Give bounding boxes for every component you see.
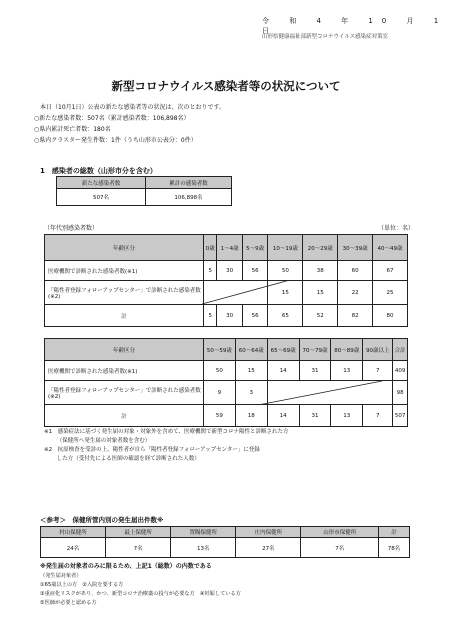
- table-cell: 15: [235, 361, 267, 381]
- table-cell: 18: [235, 405, 267, 427]
- age-col: 80～89歳: [331, 339, 363, 361]
- table-cell: 5: [204, 305, 217, 327]
- age-table-caption: （年代別感染者数）: [44, 225, 99, 232]
- total-cases-value: 106,898名: [146, 189, 232, 206]
- table-cell: 14: [267, 361, 299, 381]
- age-col: 1～4歳: [217, 235, 243, 261]
- table-cell: 60: [338, 261, 373, 281]
- table-cell: 15: [303, 281, 338, 305]
- hc-value: 7名: [106, 538, 171, 558]
- table-cell: 30: [217, 305, 243, 327]
- department-name: 山形県健康福祉部新型コロナウイルス感染症対策室: [262, 34, 389, 40]
- report-date: 令 和 4 年 10 月 1 日: [262, 17, 448, 35]
- summary-list: [34, 113, 197, 146]
- age-col: 0歳: [204, 235, 217, 261]
- table-cell: 507: [393, 405, 408, 427]
- table-cell: 50: [204, 361, 236, 381]
- table-cell: 67: [373, 261, 408, 281]
- footer-criteria: [40, 572, 241, 608]
- table-cell: 15: [268, 281, 303, 305]
- age-group-header: 年齢区分: [45, 339, 204, 361]
- note-line: した方（受付先による医師の確認を経て診断された人数）: [44, 456, 200, 462]
- table-cell: 5: [204, 261, 217, 281]
- table-cell: 82: [338, 305, 373, 327]
- hc-header: 庄内保健所: [236, 527, 301, 538]
- age-col: 20～29歳: [303, 235, 338, 261]
- age-col: 65～69歳: [267, 339, 299, 361]
- table-cell: 80: [373, 305, 408, 327]
- table-cell: 409: [393, 361, 408, 381]
- table-cell: 3: [235, 381, 267, 405]
- unit-label: （単位：名）: [378, 225, 415, 232]
- age-col: 30～39歳: [338, 235, 373, 261]
- section1-heading: 1 感染者の総数（山形市分を含む）: [40, 167, 157, 175]
- table-cell: 50: [268, 261, 303, 281]
- summary-new-cases: ○新たな感染者数：507名（累計感染者数：106,898名）: [34, 115, 190, 122]
- table-cell: 59: [204, 405, 236, 427]
- table-cell: 38: [303, 261, 338, 281]
- note-line: （保健所へ発生届の対象者数を含む）: [44, 438, 151, 444]
- age-col: 60～64歳: [235, 339, 267, 361]
- age-col: 90歳以上: [363, 339, 393, 361]
- age-col: 5～9歳: [242, 235, 268, 261]
- table-cell: 13: [331, 405, 363, 427]
- footer-note: ※発生届の対象者のみに限るため、上記1（総数）の内数である: [40, 563, 212, 570]
- hc-value: 27名: [236, 538, 301, 558]
- not-applicable-diagonal: [202, 280, 290, 304]
- hc-value: 24名: [41, 538, 106, 558]
- total-cases-header: 累計の感染者数: [146, 177, 232, 189]
- section2-heading: ＜参考＞ 保健所管内別の発生届出件数※: [40, 516, 164, 524]
- row-label-followup: 「陽性者登録フォローアップセンター」で診断された感染者数(※2): [45, 381, 204, 405]
- criteria-line: ①65歳以上の方 ②入院を要する方: [40, 582, 124, 588]
- hc-header: 計: [379, 527, 410, 538]
- table-cell: 65: [268, 305, 303, 327]
- row-label-total: 計: [45, 305, 204, 327]
- table-cell: 7: [363, 405, 393, 427]
- table-cell: 98: [393, 381, 408, 405]
- criteria-line: ⑤医師が必要と認める方: [40, 600, 97, 606]
- table-cell: 31: [299, 361, 331, 381]
- sum-header: 合計: [393, 339, 408, 361]
- note-line: ※1 感染症法に基づく発生届の対象・対象外を含めて、医療機関で新型コロナ陽性と診断された方: [44, 429, 289, 435]
- row-label-followup: 「陽性者登録フォローアップセンター」で診断された感染者数(※2): [45, 281, 204, 305]
- hc-value: 78名: [379, 538, 410, 558]
- not-applicable-diagonal: [258, 381, 382, 405]
- hc-header: 最上保健所: [106, 527, 171, 538]
- criteria-line: ③重症化リスクがあり、かつ、新型コロナ治療薬の投与が必要な方 ④妊娠している方: [40, 591, 241, 597]
- new-cases-value: 507名: [57, 189, 146, 206]
- notes: [44, 428, 434, 464]
- table-cell: 56: [242, 305, 268, 327]
- new-cases-header: 新たな感染者数: [57, 177, 146, 189]
- row-label-medical: 医療機関で診断された感染者数(※1): [45, 361, 204, 381]
- total-cases-table: [56, 176, 232, 206]
- table-cell: 9: [204, 381, 236, 405]
- table-cell: 25: [373, 281, 408, 305]
- table-cell: 7: [363, 361, 393, 381]
- table-cell: 22: [338, 281, 373, 305]
- criteria-line: （発生届対象者）: [40, 573, 82, 579]
- table-cell: 56: [242, 261, 268, 281]
- hc-value: 7名: [301, 538, 379, 558]
- age-col: 70～79歳: [299, 339, 331, 361]
- table-cell: 13: [331, 361, 363, 381]
- table-cell: 14: [267, 405, 299, 427]
- age-col: 10～19歳: [268, 235, 303, 261]
- hc-header: 村山保健所: [41, 527, 106, 538]
- table-cell: 52: [303, 305, 338, 327]
- note-line: ※2 抗原検査を受診の上、陽性者が自ら「陽性者登録フォローアップセンター」に登録: [44, 447, 260, 453]
- hc-value: 13名: [171, 538, 236, 558]
- summary-deaths: ○県内累計死亡者数：180名: [34, 126, 111, 133]
- page-title: 新型コロナウイルス感染者等の状況について: [111, 79, 341, 93]
- row-label-total: 計: [45, 405, 204, 427]
- age-col: 50～59歳: [204, 339, 236, 361]
- table-cell: 30: [217, 261, 243, 281]
- row-label-medical: 医療機関で診断された感染者数(※1): [45, 261, 204, 281]
- age-col: 40～49歳: [373, 235, 408, 261]
- hc-header: 山形市保健所: [301, 527, 379, 538]
- health-center-table: [40, 526, 410, 558]
- summary-clusters: ○県内クラスター発生件数：1件（うち山形市公表分：0件）: [34, 137, 197, 144]
- age-group-header: 年齢区分: [45, 235, 204, 261]
- intro-text: 本日（10月1日）公表の新たな感染者等の状況は、次のとおりです。: [40, 104, 225, 111]
- hc-header: 置賜保健所: [171, 527, 236, 538]
- table-cell: 31: [299, 405, 331, 427]
